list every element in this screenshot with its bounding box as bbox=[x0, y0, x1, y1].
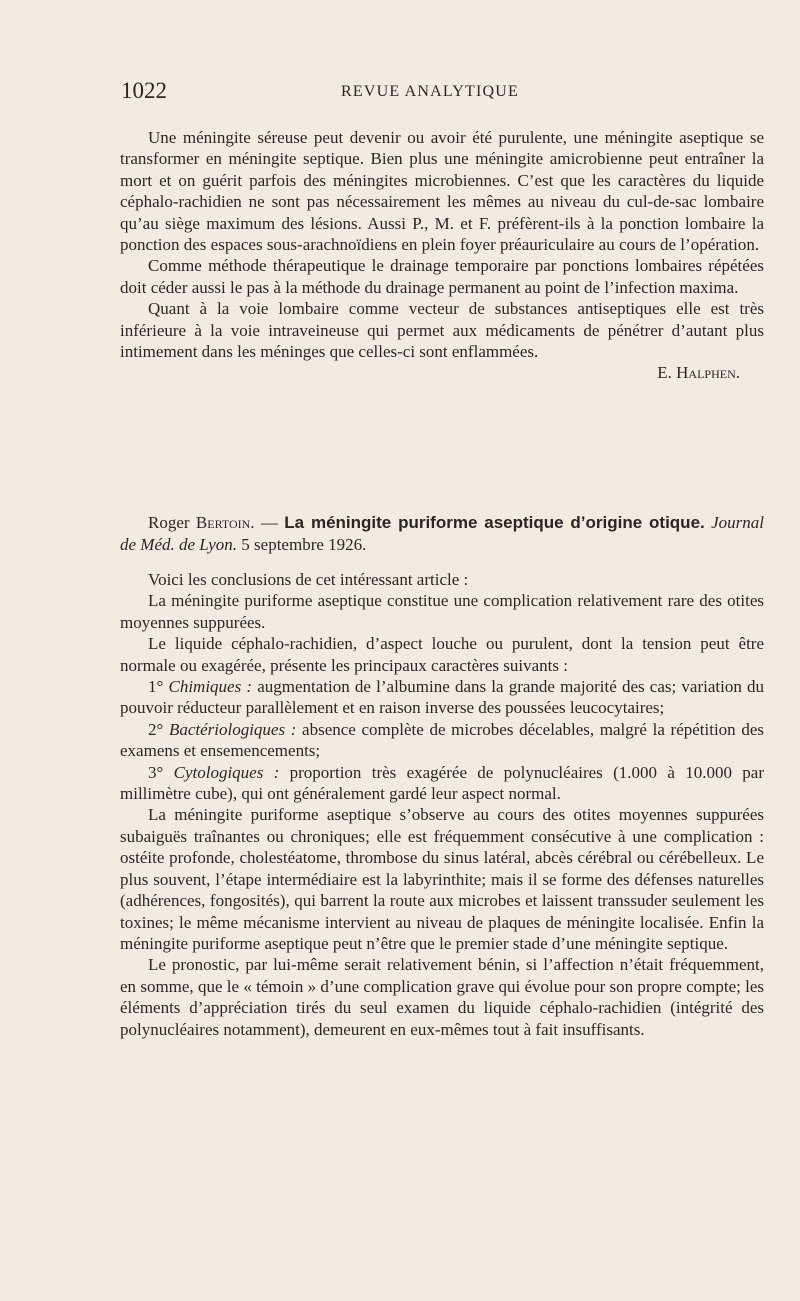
author-signature: E. Halphen. bbox=[657, 363, 740, 383]
item-text: absence complète de microbes décelables, malgré la répétition des examens et ensemencements; bbox=[120, 719, 764, 761]
publication-date: 5 septembre 1926. bbox=[241, 535, 367, 554]
paragraph: Voici les conclusions de cet intéressant article : bbox=[148, 570, 469, 589]
article-halphen-continuation bbox=[120, 127, 764, 384]
item-number: 3° bbox=[148, 762, 174, 782]
paragraph: Une méningite séreuse peut devenir ou avoir été purulente, une méningite aseptique se transformer en méningite septique. Bien plus une méningite amicrobienne peut entraîner la mort et on guérit parfois des méningites microbiennes. C’est que les caractères du liquide céphalo-rachidien ne sont pas nécessairement les mêmes au niveau du cul-de-sac lombaire qu’au siège maximum des lésions. Aussi P., M. et F. préfèrent-ils à la ponction lombaire la ponction des espaces sous-arachnoïdiens en plein foyer préauriculaire au cours de l’opération. bbox=[120, 128, 764, 255]
paragraph: La méningite puriforme aseptique constitue une complication relativement rare des otites moyennes suppurées. bbox=[120, 591, 764, 632]
author-last-name: Bertoin. bbox=[195, 513, 255, 532]
item-text: proportion très exagérée de polynucléaires (1.000 à 10.000 par millimètre cube), qui ont généralement gardé leur aspect normal. bbox=[120, 762, 764, 804]
item-label: Chimiques : bbox=[168, 677, 253, 697]
list-item bbox=[120, 762, 764, 805]
item-label: Bactériologiques : bbox=[168, 719, 297, 739]
item-text: augmentation de l’albumine dans la grande majorité des cas; variation du pouvoir réducteur parallèlement et en raison inverse des poussées leucocytaires; bbox=[120, 677, 764, 718]
paragraph: Comme méthode thérapeutique le drainage temporaire par ponctions lombaires répétées doit céder aussi le pas à la méthode du drainage permanent au point de l’infection maxima. bbox=[120, 256, 764, 297]
article-title: La méningite puriforme aseptique d’origine otique. bbox=[284, 513, 705, 532]
paragraph: Le pronostic, par lui-même serait relativement bénin, si l’affection n’était fréquemment, en somme, que le « témoin » d’une complication grave qui évolue pour son propre compte; les éléments d’appréciation tirés du seul examen du liquide céphalo-rachidien (intégrité des polynucléaires notamment), demeurent en eux-mêmes tout à fait insuffisants. bbox=[120, 955, 764, 1039]
item-label: Cytologiques : bbox=[173, 762, 280, 782]
paragraph: La méningite puriforme aseptique s’observe au cours des otites moyennes suppurées subaiguës traînantes ou chroniques; elle est fréquemment consécutive à une complication : ostéite profonde, cholestéatome, thrombose du sinus latéral, abcès cérébral ou cérébelleux. Le plus souvent, l’étape intermédiaire est la labyrinthite; mais il se forme des défenses naturelles (adhérences, fongosités), qui barrent la route aux microbes et laissent transsuder seulement les toxines; le même mécanisme intervient au niveau de plaques de méningite localisée. Enfin la méningite puriforme aseptique peut n’être que le premier stade d’une méningite septique. bbox=[120, 805, 764, 953]
running-title: REVUE ANALYTIQUE bbox=[341, 83, 520, 100]
item-number: 1° bbox=[148, 677, 169, 697]
article-bertoin bbox=[120, 512, 764, 1040]
item-number: 2° bbox=[148, 719, 169, 739]
page-number: 1022 bbox=[121, 78, 167, 103]
paragraph: Le liquide céphalo-rachidien, d’aspect louche ou purulent, dont la tension peut être normale ou exagérée, présente les principaux caractères suivants : bbox=[120, 634, 764, 675]
list-item bbox=[120, 719, 764, 762]
journal-name: Journal de Méd. de Lyon. bbox=[120, 513, 764, 554]
page-header bbox=[121, 78, 761, 108]
list-item bbox=[120, 676, 764, 719]
review-heading bbox=[120, 512, 764, 556]
paragraph: Quant à la voie lombaire comme vecteur de substances antiseptiques elle est très inférieure à la voie intraveineuse qui permet aux médicaments de pénétrer d’autant plus intimement dans les méninges que celles-ci sont enflammées. bbox=[120, 299, 764, 362]
author-first-name: Roger bbox=[148, 513, 196, 532]
title-dash: — bbox=[254, 513, 285, 532]
